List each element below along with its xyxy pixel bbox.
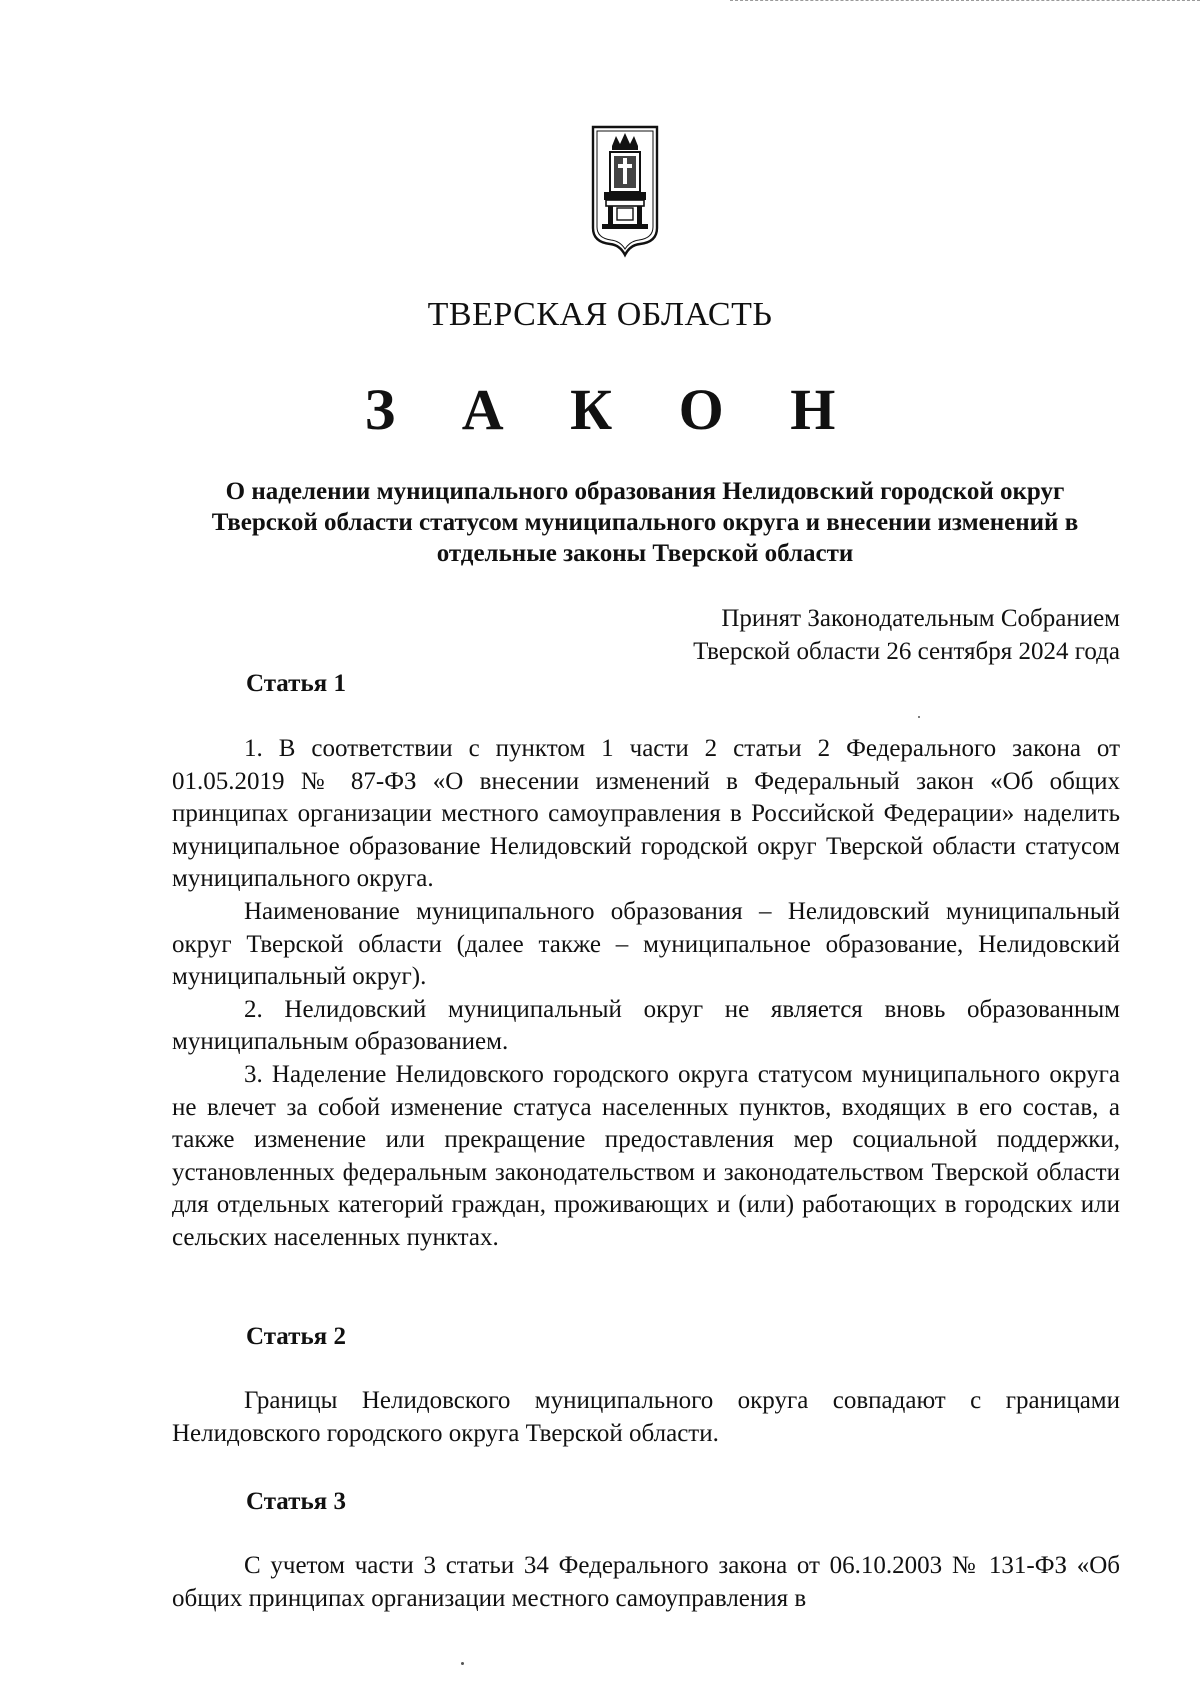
adoption-info (693, 602, 1120, 668)
paragraph: 3. Наделение Нелидовского городского округа статусом муниципального округа не влечет за собой изменение статуса населенных пунктов, входящих в его состав, а также изменение или прекращение предоставления мер социальной поддержки, установленных федеральным законодательством и законодательством Тверской области для отдельных категорий граждан, проживающих и (или) работающих в городских или сельских населенных пунктах. (172, 1060, 1120, 1251)
article-3-body (172, 1550, 1120, 1615)
article-3-heading: Статья 3 (246, 1488, 346, 1515)
scan-speck (918, 716, 920, 718)
article-2-heading: Статья 2 (246, 1323, 346, 1350)
paragraph: 2. Нелидовский муниципальный округ не является вновь образованным муниципальным образованием. (172, 995, 1120, 1056)
paragraph: Границы Нелидовского муниципального округа совпадают с границами Нелидовского городского округа Тверской области. (172, 1387, 1120, 1447)
scan-speck (461, 1662, 464, 1665)
article-2-body (172, 1385, 1120, 1450)
adoption-line-2: Тверской области 26 сентября 2024 года (693, 638, 1120, 665)
tver-coat-of-arms-icon (590, 124, 660, 260)
article-1-heading: Статья 1 (246, 670, 346, 697)
scan-edge-line (730, 0, 1200, 2)
paragraph: 1. В соответствии с пунктом 1 части 2 статьи 2 Федерального закона от 01.05.2019 № 87-ФЗ «О внесении изменений в Федеральный закон «Об общих принципах организации местного самоуправления в Российской Федерации» наделить муниципальное образование Нелидовский городской округ Тверской области статусом муниципального округа. (172, 735, 1120, 893)
paragraph: С учетом части 3 статьи 34 Федерального закона от 06.10.2003 № 131-ФЗ «Об общих принципах организации местного самоуправления в (172, 1552, 1120, 1612)
document-type: З А К О Н (364, 377, 862, 442)
adoption-line-1: Принят Законодательным Собранием (721, 605, 1120, 632)
paragraph: Наименование муниципального образования – Нелидовский муниципальный округ Тверской области (далее также – муниципальное образование, Нелидовский муниципальный округ). (172, 897, 1120, 991)
article-1-body (172, 733, 1120, 1255)
law-title: О наделении муниципального образования Нелидовский городской округ Тверской области статусом муниципального округа и внесении изменений в отдельные законы Тверской области (211, 478, 1079, 567)
region-name: ТВЕРСКАЯ ОБЛАСТЬ (427, 296, 773, 333)
